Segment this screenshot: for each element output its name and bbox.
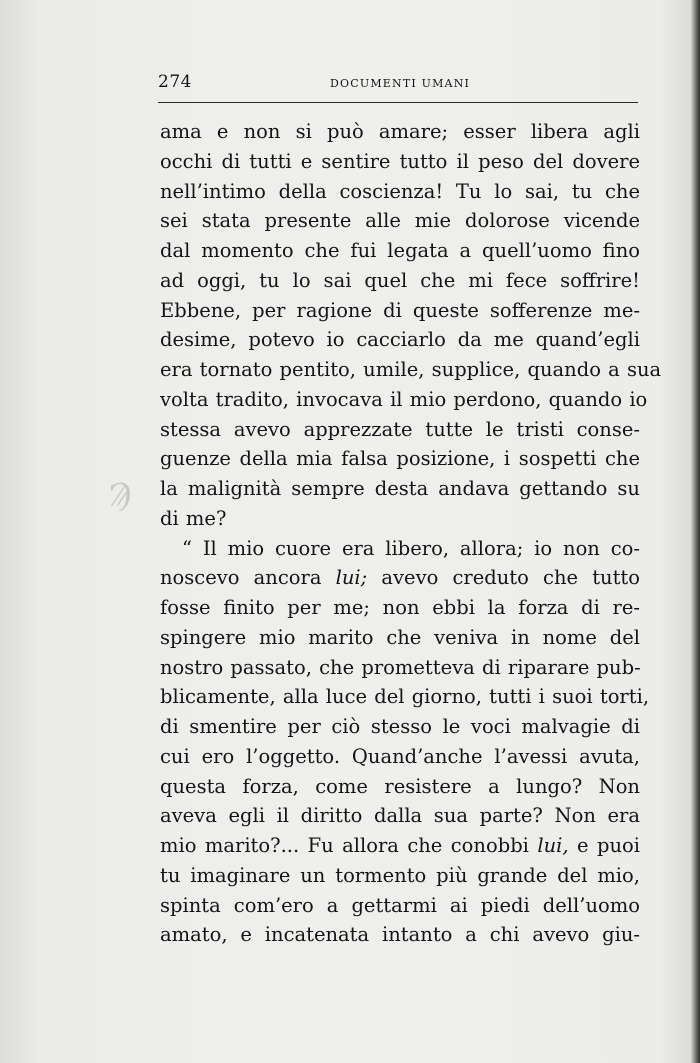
text-line: spinta com’ero a gettarmi ai piedi dell’uomo (160, 893, 640, 917)
text-line: desime, potevo io cacciarlo da me quand’egli (160, 328, 640, 352)
page-edge-shadow (691, 0, 700, 1063)
text-line: stessa avevo apprezzate tutte le tristi conse- (160, 417, 640, 441)
margin-pencil-mark: Ϡ (105, 476, 134, 515)
text-line: fosse finito per me; non ebbi la forza di re- (160, 596, 640, 619)
header-rule (158, 102, 638, 103)
text-line: tu imaginare un tormento più grande del mio, (160, 863, 640, 887)
text-line: ad oggi, tu lo sai quel che mi fece soffrire! (160, 268, 640, 292)
page-number: 274 (158, 72, 192, 92)
text-line: nostro passato, che prometteva di riparare pub- (160, 655, 641, 679)
text-line: la malignità sempre desta andava gettando su (160, 477, 640, 500)
text-line: di smentire per ciò stesso le voci malvagie di (160, 715, 640, 738)
text-line: amato, e incatenata intanto a chi avevo giu- (160, 923, 640, 947)
text-line: mio marito?... Fu allora che conobbi lui, e puoi (160, 834, 640, 857)
text-line: di me? (160, 506, 227, 530)
text-line: occhi di tutti e sentire tutto il peso del dovere (160, 149, 640, 173)
text-line: questa forza, come resistere a lungo? Non (160, 774, 640, 798)
text-line: cui ero l’oggetto. Quand’anche l’avessi avuta, (160, 744, 640, 768)
running-header (158, 72, 638, 98)
text-line: noscevo ancora lui; avevo creduto che tutto (160, 566, 640, 590)
body-text (160, 117, 662, 950)
text-line: sei stata presente alle mie dolorose vicende (160, 209, 640, 233)
text-line: aveva egli il diritto dalla sua parte? Non era (160, 804, 640, 828)
text-line: volta tradito, invocava il mio perdono, quando io (160, 387, 648, 411)
text-line: nell’intimo della coscienza! Tu lo sai, tu che (160, 179, 640, 203)
running-title: DOCUMENTI UMANI (330, 77, 471, 90)
text-line: blicamente, alla luce del giorno, tutti i suoi torti, (160, 685, 650, 709)
text-line: Ebbene, per ragione di queste sofferenze me- (160, 298, 640, 322)
text-line: era tornato pentito, umile, supplice, quando a sua (160, 358, 662, 381)
text-line: spingere mio marito che veniva in nome del (160, 625, 640, 649)
text-line: “ Il mio cuore era libero, allora; io non co- (182, 536, 640, 560)
text-line: ama e non si può amare; esser libera agli (160, 120, 640, 143)
text-line: guenze della mia falsa posizione, i sospetti che (160, 447, 640, 471)
text-line: dal momento che fui legata a quell’uomo fino (160, 239, 640, 262)
